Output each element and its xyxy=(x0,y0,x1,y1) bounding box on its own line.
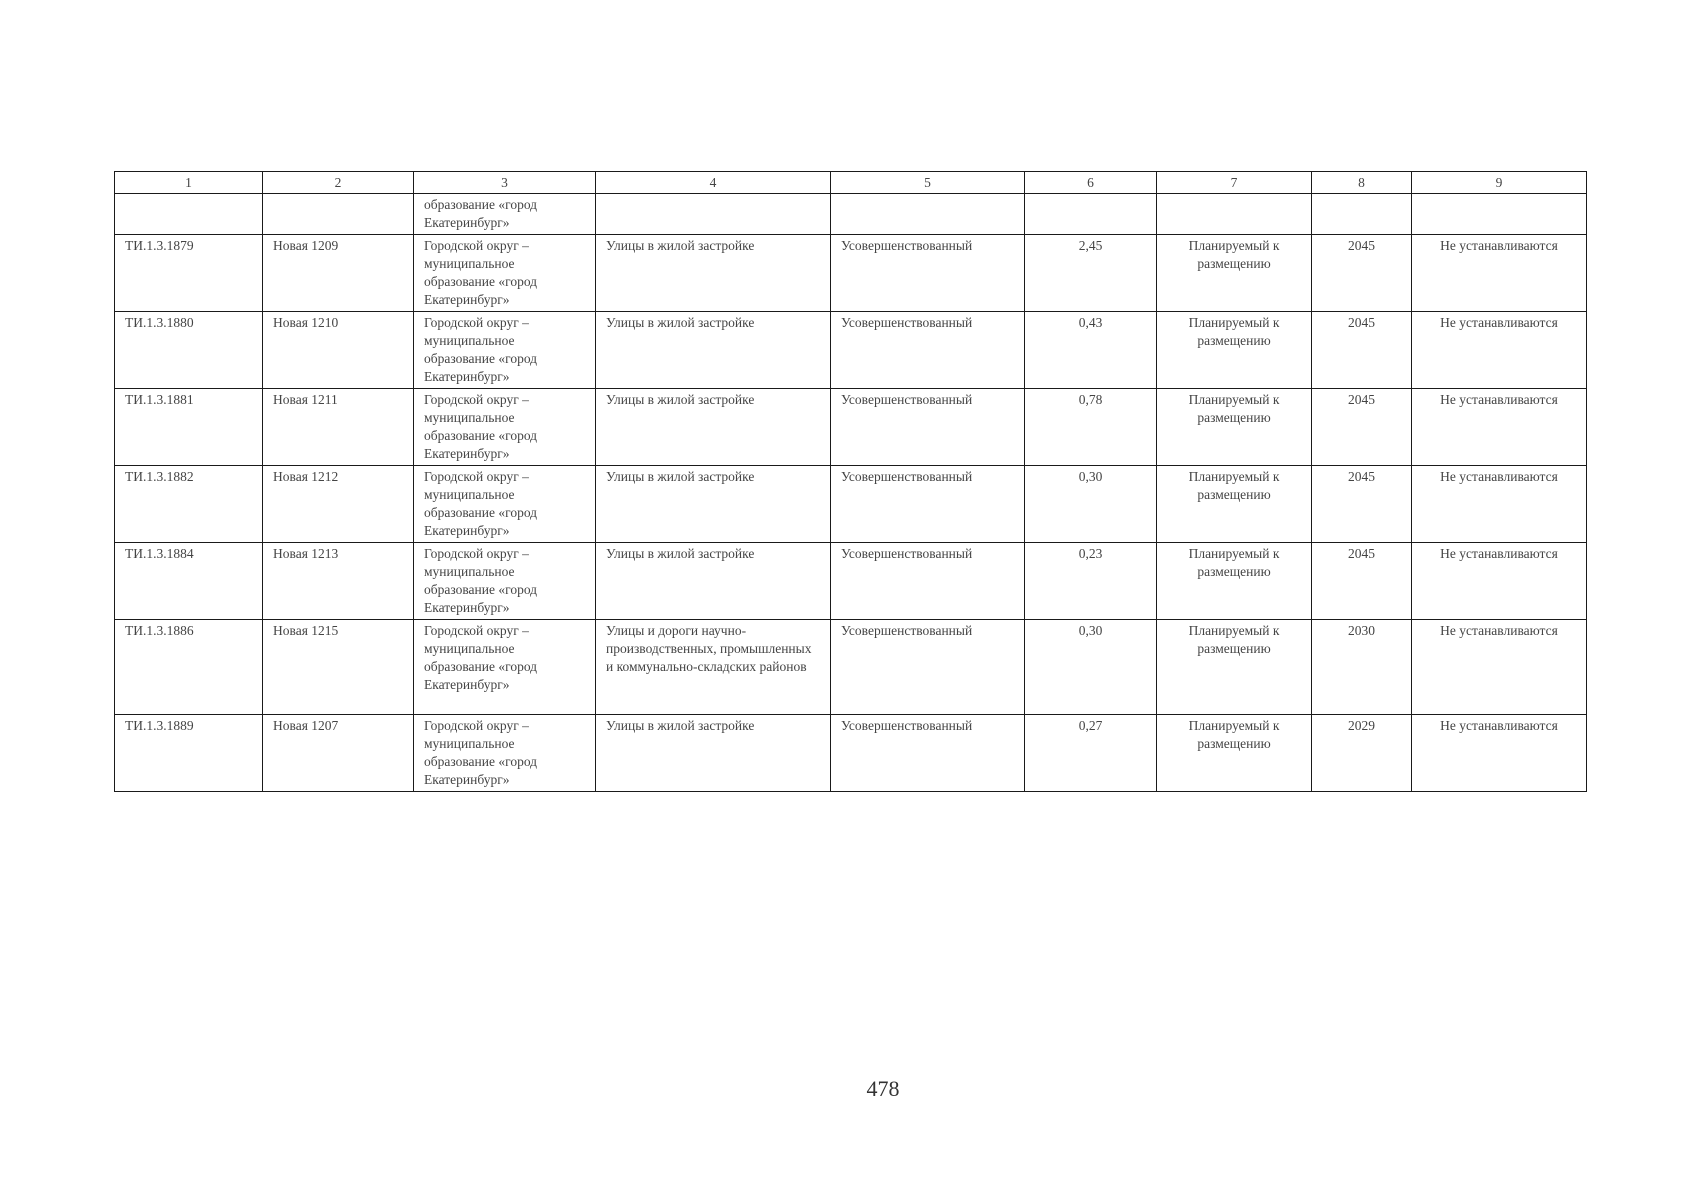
cell-status: Планируемый к размещению xyxy=(1157,389,1312,466)
cell-category: Улицы в жилой застройке xyxy=(596,715,831,792)
cell-status: Планируемый к размещению xyxy=(1157,543,1312,620)
cell-name: Новая 1211 xyxy=(263,389,414,466)
cell-status xyxy=(1157,194,1312,235)
cell-status: Планируемый к размещению xyxy=(1157,715,1312,792)
cell-length: 0,30 xyxy=(1025,620,1157,715)
column-header-9: 9 xyxy=(1412,172,1587,194)
cell-municipality: Городской округ – муниципальное образование «город Екатеринбург» xyxy=(414,620,596,715)
cell-restrictions: Не устанавливаются xyxy=(1412,543,1587,620)
cell-id: ТИ.1.3.1886 xyxy=(115,620,263,715)
table-header-row xyxy=(115,172,1587,194)
cell-length: 0,23 xyxy=(1025,543,1157,620)
cell-category xyxy=(596,194,831,235)
cell-length: 0,30 xyxy=(1025,466,1157,543)
table-row xyxy=(115,543,1587,620)
cell-name: Новая 1210 xyxy=(263,312,414,389)
cell-id: ТИ.1.3.1881 xyxy=(115,389,263,466)
cell-restrictions: Не устанавливаются xyxy=(1412,715,1587,792)
cell-coverage-type: Усовершенствованный xyxy=(831,543,1025,620)
cell-restrictions: Не устанавливаются xyxy=(1412,235,1587,312)
cell-id: ТИ.1.3.1882 xyxy=(115,466,263,543)
cell-restrictions xyxy=(1412,194,1587,235)
cell-coverage-type: Усовершенствованный xyxy=(831,715,1025,792)
cell-restrictions: Не устанавливаются xyxy=(1412,466,1587,543)
cell-id: ТИ.1.3.1880 xyxy=(115,312,263,389)
cell-category: Улицы в жилой застройке xyxy=(596,543,831,620)
cell-restrictions: Не устанавливаются xyxy=(1412,312,1587,389)
cell-length: 0,78 xyxy=(1025,389,1157,466)
cell-category: Улицы в жилой застройке xyxy=(596,389,831,466)
cell-municipality: образование «город Екатеринбург» xyxy=(414,194,596,235)
cell-name: Новая 1209 xyxy=(263,235,414,312)
cell-length: 0,43 xyxy=(1025,312,1157,389)
cell-category: Улицы в жилой застройке xyxy=(596,312,831,389)
cell-status: Планируемый к размещению xyxy=(1157,466,1312,543)
cell-length xyxy=(1025,194,1157,235)
cell-length: 2,45 xyxy=(1025,235,1157,312)
table-body xyxy=(115,194,1587,792)
table-row xyxy=(115,715,1587,792)
data-table xyxy=(114,171,1587,792)
cell-municipality: Городской округ – муниципальное образование «город Екатеринбург» xyxy=(414,235,596,312)
table-row-continuation xyxy=(115,194,1587,235)
column-header-1: 1 xyxy=(115,172,263,194)
cell-municipality: Городской округ – муниципальное образование «город Екатеринбург» xyxy=(414,715,596,792)
cell-year: 2045 xyxy=(1312,312,1412,389)
cell-name: Новая 1215 xyxy=(263,620,414,715)
cell-year: 2030 xyxy=(1312,620,1412,715)
cell-id: ТИ.1.3.1889 xyxy=(115,715,263,792)
cell-coverage-type xyxy=(831,194,1025,235)
column-header-4: 4 xyxy=(596,172,831,194)
cell-category: Улицы в жилой застройке xyxy=(596,235,831,312)
table-row xyxy=(115,312,1587,389)
cell-coverage-type: Усовершенствованный xyxy=(831,389,1025,466)
cell-restrictions: Не устанавливаются xyxy=(1412,620,1587,715)
cell-category: Улицы в жилой застройке xyxy=(596,466,831,543)
cell-year xyxy=(1312,194,1412,235)
cell-year: 2045 xyxy=(1312,235,1412,312)
cell-municipality: Городской округ – муниципальное образование «город Екатеринбург» xyxy=(414,389,596,466)
page-number: 478 xyxy=(866,1076,900,1101)
cell-status: Планируемый к размещению xyxy=(1157,312,1312,389)
cell-id xyxy=(115,194,263,235)
column-header-2: 2 xyxy=(263,172,414,194)
column-header-5: 5 xyxy=(831,172,1025,194)
cell-coverage-type: Усовершенствованный xyxy=(831,235,1025,312)
table-row xyxy=(115,466,1587,543)
cell-municipality: Городской округ – муниципальное образование «город Екатеринбург» xyxy=(414,543,596,620)
cell-coverage-type: Усовершенствованный xyxy=(831,620,1025,715)
cell-name: Новая 1207 xyxy=(263,715,414,792)
cell-year: 2045 xyxy=(1312,543,1412,620)
cell-municipality: Городской округ – муниципальное образование «город Екатеринбург» xyxy=(414,312,596,389)
cell-name: Новая 1212 xyxy=(263,466,414,543)
column-header-8: 8 xyxy=(1312,172,1412,194)
cell-id: ТИ.1.3.1879 xyxy=(115,235,263,312)
cell-status: Планируемый к размещению xyxy=(1157,620,1312,715)
cell-restrictions: Не устанавливаются xyxy=(1412,389,1587,466)
cell-coverage-type: Усовершенствованный xyxy=(831,312,1025,389)
cell-length: 0,27 xyxy=(1025,715,1157,792)
cell-year: 2029 xyxy=(1312,715,1412,792)
cell-municipality: Городской округ – муниципальное образование «город Екатеринбург» xyxy=(414,466,596,543)
cell-name xyxy=(263,194,414,235)
cell-id: ТИ.1.3.1884 xyxy=(115,543,263,620)
cell-status: Планируемый к размещению xyxy=(1157,235,1312,312)
cell-category: Улицы и дороги научно-производственных, промышленных и коммунально-складских районов xyxy=(596,620,831,715)
column-header-7: 7 xyxy=(1157,172,1312,194)
table-row xyxy=(115,389,1587,466)
cell-year: 2045 xyxy=(1312,466,1412,543)
column-header-6: 6 xyxy=(1025,172,1157,194)
cell-coverage-type: Усовершенствованный xyxy=(831,466,1025,543)
table-row xyxy=(115,620,1587,715)
table-row xyxy=(115,235,1587,312)
cell-name: Новая 1213 xyxy=(263,543,414,620)
cell-year: 2045 xyxy=(1312,389,1412,466)
column-header-3: 3 xyxy=(414,172,596,194)
